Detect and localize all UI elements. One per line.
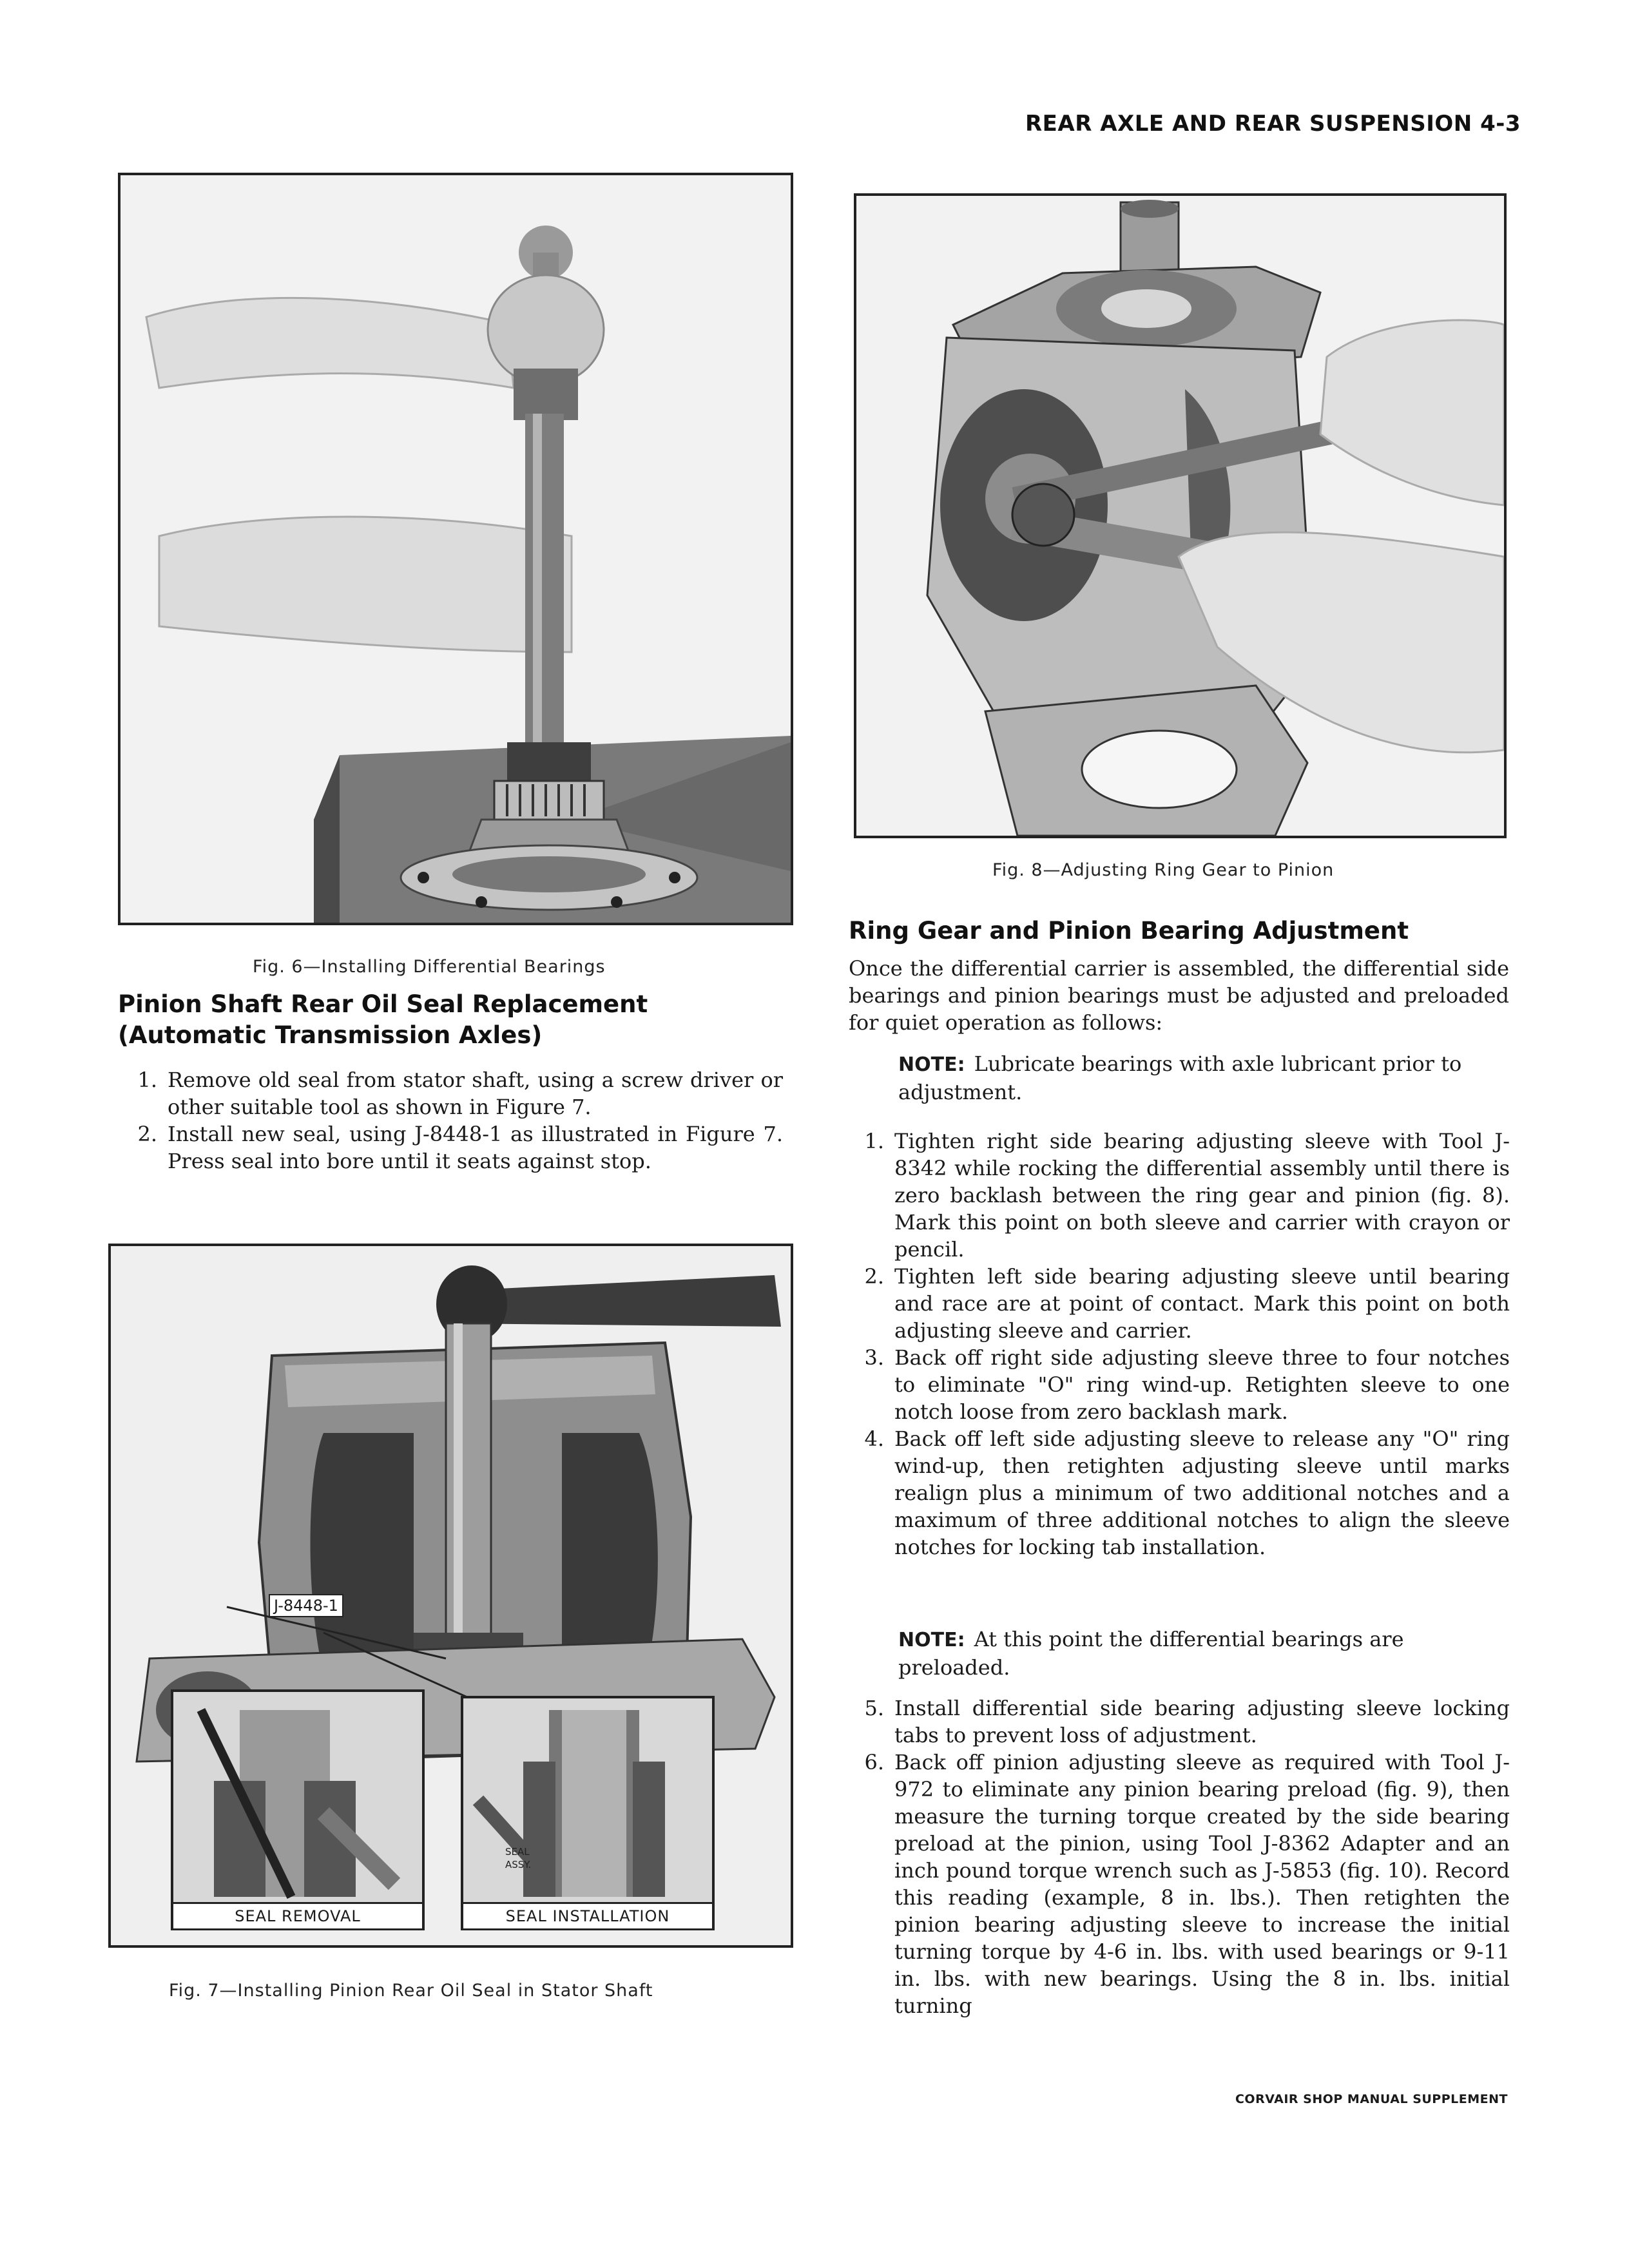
figure-7-photo <box>108 1244 793 1948</box>
section-heading-pinion-seal <box>118 989 795 1051</box>
tool-label-j8448-1: J-8448-1 <box>269 1594 343 1617</box>
list-item: 2. Install new seal, using J-8448-1 as illustrated in Figure 7. Press seal into bore until it seats against stop. <box>137 1122 783 1173</box>
page-footer: CORVAIR SHOP MANUAL SUPPLEMENT <box>1235 2092 1508 2106</box>
figure-8-caption: Fig. 8—Adjusting Ring Gear to Pinion <box>992 860 1335 880</box>
figure-8-photo <box>854 193 1507 838</box>
step-text: Tighten right side bearing adjusting sleeve with Tool J-8342 while rocking the differential assembly until there is zero backlash between the ring gear and pinion (fig. 8). Mark this point on both sleeve and carrier with crayon or pencil. <box>894 1129 1510 1262</box>
step-text: Remove old seal from stator shaft, using a screw driver or other suitable tool as shown in Figure 7. <box>168 1068 783 1119</box>
figure-6-caption: Fig. 6—Installing Differential Bearings <box>253 957 606 977</box>
step-text: Tighten left side bearing adjusting sleeve until bearing and race are at point of contact. Mark this point on both adjusting sleeve and carrier. <box>894 1264 1510 1343</box>
adjustment-steps-1-4 <box>849 1128 1510 1561</box>
intro-paragraph: Once the differential carrier is assembled, the differential side bearings and pinion bearings must be adjusted and preloaded for quiet operation as follows: <box>849 956 1509 1035</box>
inset-label-seal-installation: SEAL INSTALLATION <box>463 1902 712 1928</box>
heading-line-2: (Automatic Transmission Axles) <box>118 1021 543 1049</box>
note-lubricate <box>898 1050 1498 1106</box>
note-label: NOTE: <box>898 1053 965 1076</box>
step-text: Back off pinion adjusting sleeve as required with Tool J-972 to eliminate any pinion bearing preload (fig. 9), then measure the turning torque created by the side bearing preload at the pinion, using Tool J-8362 Adapter and an inch pound torque wrench such as J-5853 (fig. 10). Record this reading (example, 8 in. lbs.). Then retighten the pinion bearing adjusting sleeve to increase the initial turning torque by 4-6 in. lbs. with used bearings or 9-11 in. lbs. with new bearings. Using the 8 in. lbs. initial turning <box>894 1750 1510 2018</box>
step-text: Install differential side bearing adjusting sleeve locking tabs to prevent loss of adjustment. <box>894 1696 1510 1747</box>
step-text: Back off right side adjusting sleeve three to four notches to eliminate "O" ring wind-up. Retighten sleeve to one notch loose from zero backlash mark. <box>894 1345 1510 1424</box>
adjustment-steps-5-6 <box>849 1695 1510 2019</box>
note-text: Lubricate bearings with axle lubricant prior to adjustment. <box>898 1052 1462 1104</box>
note-text: At this point the differential bearings are preloaded. <box>898 1627 1404 1680</box>
list-item: 1. Tighten right side bearing adjusting sleeve with Tool J-8342 while rocking the differential assembly until there is zero backlash between the ring gear and pinion (fig. 8). Mark this point on both sleeve and carrier with crayon or pencil. <box>864 1129 1510 1262</box>
section-heading-ring-gear: Ring Gear and Pinion Bearing Adjustment <box>849 917 1409 945</box>
list-item: 2. Tighten left side bearing adjusting sleeve until bearing and race are at point of contact. Mark this point on both adjusting sleeve and carrier. <box>864 1264 1510 1343</box>
callout-seal-assy: SEAL ASSY. <box>505 1846 532 1870</box>
list-item: 6. Back off pinion adjusting sleeve as required with Tool J-972 to eliminate any pinion bearing preload (fig. 9), then measure the turning torque created by the side bearing preload at the pinion, using Tool J-8362 Adapter and an inch pound torque wrench such as J-5853 (fig. 10). Record this reading (example, 8 in. lbs.). Then retighten the pinion bearing adjusting sleeve to increase the initial turning torque by 4-6 in. lbs. with used bearings or 9-11 in. lbs. with new bearings. Using the 8 in. lbs. initial turning <box>864 1750 1510 2018</box>
step-text: Back off left side adjusting sleeve to release any "O" ring wind-up, then retighten adjusting sleeve until marks realign plus a minimum of two additional notches and a maximum of three additional notches to align the sleeve notches for locking tab installation. <box>894 1427 1510 1559</box>
seal-installation-illustration <box>111 1246 791 1945</box>
list-item: 1. Remove old seal from stator shaft, using a screw driver or other suitable tool as shown in Figure 7. <box>137 1068 783 1119</box>
figure-7-caption: Fig. 7—Installing Pinion Rear Oil Seal in Stator Shaft <box>169 1981 653 2001</box>
bearing-installation-illustration <box>120 175 791 923</box>
step-text: Install new seal, using J-8448-1 as illustrated in Figure 7. Press seal into bore until it seats against stop. <box>168 1122 783 1173</box>
list-item: 4. Back off left side adjusting sleeve to release any "O" ring wind-up, then retighten adjusting sleeve until marks realign plus a minimum of two additional notches and a maximum of three additional notches to align the sleeve notches for locking tab installation. <box>864 1427 1510 1559</box>
page-header: REAR AXLE AND REAR SUSPENSION 4-3 <box>1025 111 1521 137</box>
pinion-seal-steps <box>122 1066 783 1175</box>
list-item: 5. Install differential side bearing adjusting sleeve locking tabs to prevent loss of adjustment. <box>864 1696 1510 1747</box>
list-item: 3. Back off right side adjusting sleeve three to four notches to eliminate "O" ring wind-up. Retighten sleeve to one notch loose from zero backlash mark. <box>864 1345 1510 1424</box>
note-label: NOTE: <box>898 1629 965 1651</box>
heading-line-1: Pinion Shaft Rear Oil Seal Replacement <box>118 990 648 1018</box>
figure-6-photo <box>118 173 793 925</box>
note-preloaded <box>898 1626 1498 1681</box>
inset-label-seal-removal: SEAL REMOVAL <box>173 1902 422 1928</box>
ring-gear-adjustment-illustration <box>856 196 1504 836</box>
